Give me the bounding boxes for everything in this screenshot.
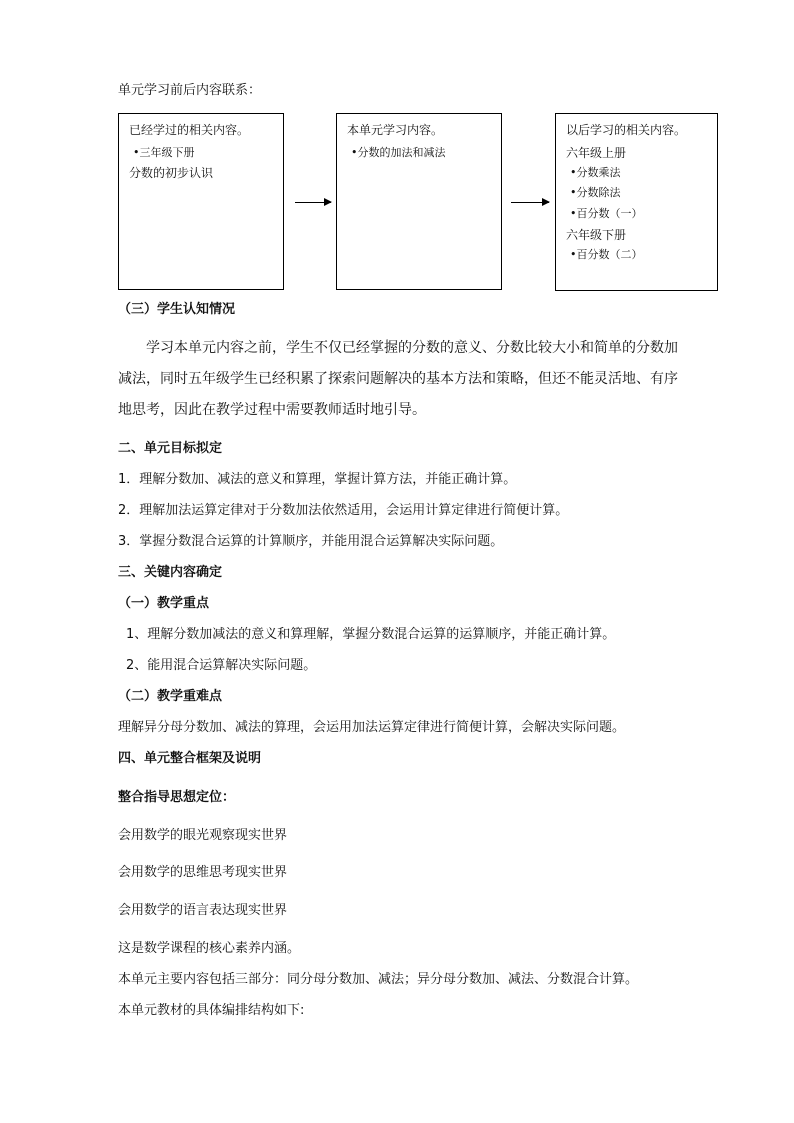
- framework-line: 会用数学的语言表达现实世界: [118, 903, 288, 918]
- later-item: •分数乘法: [570, 166, 621, 179]
- arrow-right-icon: [295, 202, 331, 203]
- section3-paragraph: 学习本单元内容之前，学生不仅已经掌握的分数的意义、分数比较大小和简单的分数加减法，同时五年级学生已经积累了探索问题解决的基本方法和策略，但还不能灵活地、有序地思考，因此在教学过程中需要教师适时地引导。: [118, 340, 678, 418]
- framework-line: 会用数学的眼光观察现实世界: [118, 828, 288, 843]
- focus-item: 2、能用混合运算解决实际问题。: [126, 658, 317, 673]
- framework-line: 本单元主要内容包括三部分：同分母分数加、减法；异分母分数加、减法、分数混合计算。: [118, 972, 639, 987]
- framework-line: 会用数学的思维思考现实世界: [118, 865, 288, 880]
- framework-line: 本单元教材的具体编排结构如下:: [118, 1003, 305, 1018]
- prior-item-grade: •三年级下册: [133, 146, 195, 159]
- guide-heading: 整合指导思想定位：: [118, 790, 236, 805]
- framework-line: 这是数学课程的核心素养内涵。: [118, 941, 301, 956]
- later-item: •百分数（二）: [570, 248, 643, 261]
- later-content-box: [555, 113, 718, 291]
- teaching-difficulty-heading: （二）教学重难点: [118, 689, 223, 704]
- goal-item: 3．掌握分数混合运算的计算顺序，并能用混合运算解决实际问题。: [118, 534, 504, 549]
- framework-heading: 四、单元整合框架及说明: [118, 751, 262, 766]
- goals-heading: 二、单元目标拟定: [118, 441, 223, 456]
- later-item: •分数除法: [570, 186, 621, 199]
- later-box-title: 以后学习的相关内容。: [566, 123, 687, 137]
- teaching-focus-heading: （一）教学重点: [118, 596, 210, 611]
- section3-heading: （三）学生认知情况: [118, 302, 236, 317]
- later-item: •百分数（一）: [570, 207, 643, 220]
- prior-item-topic: 分数的初步认识: [129, 166, 214, 180]
- focus-item: 1、理解分数加减法的意义和算理解，掌握分数混合运算的运算顺序，并能正确计算。: [126, 627, 616, 642]
- prior-content-box: [118, 113, 284, 290]
- intro-heading: 单元学习前后内容联系：: [118, 83, 262, 98]
- key-content-heading: 三、关键内容确定: [118, 565, 223, 580]
- later-grade-upper: 六年级上册: [566, 146, 627, 160]
- current-box-title: 本单元学习内容。: [347, 123, 444, 137]
- goal-item: 1．理解分数加、减法的意义和算理，掌握计算方法，并能正确计算。: [118, 472, 517, 487]
- current-content-box: [336, 113, 502, 290]
- later-grade-lower: 六年级下册: [566, 228, 627, 242]
- current-item: •分数的加法和减法: [351, 146, 446, 159]
- difficulty-item: 理解异分母分数加、减法的算理，会运用加法运算定律进行简便计算，会解决实际问题。: [118, 720, 626, 735]
- prior-box-title: 已经学过的相关内容。: [129, 123, 250, 137]
- goal-item: 2．理解加法运算定律对于分数加法依然适用，会运用计算定律进行简便计算。: [118, 503, 569, 518]
- arrow-right-icon: [511, 202, 549, 203]
